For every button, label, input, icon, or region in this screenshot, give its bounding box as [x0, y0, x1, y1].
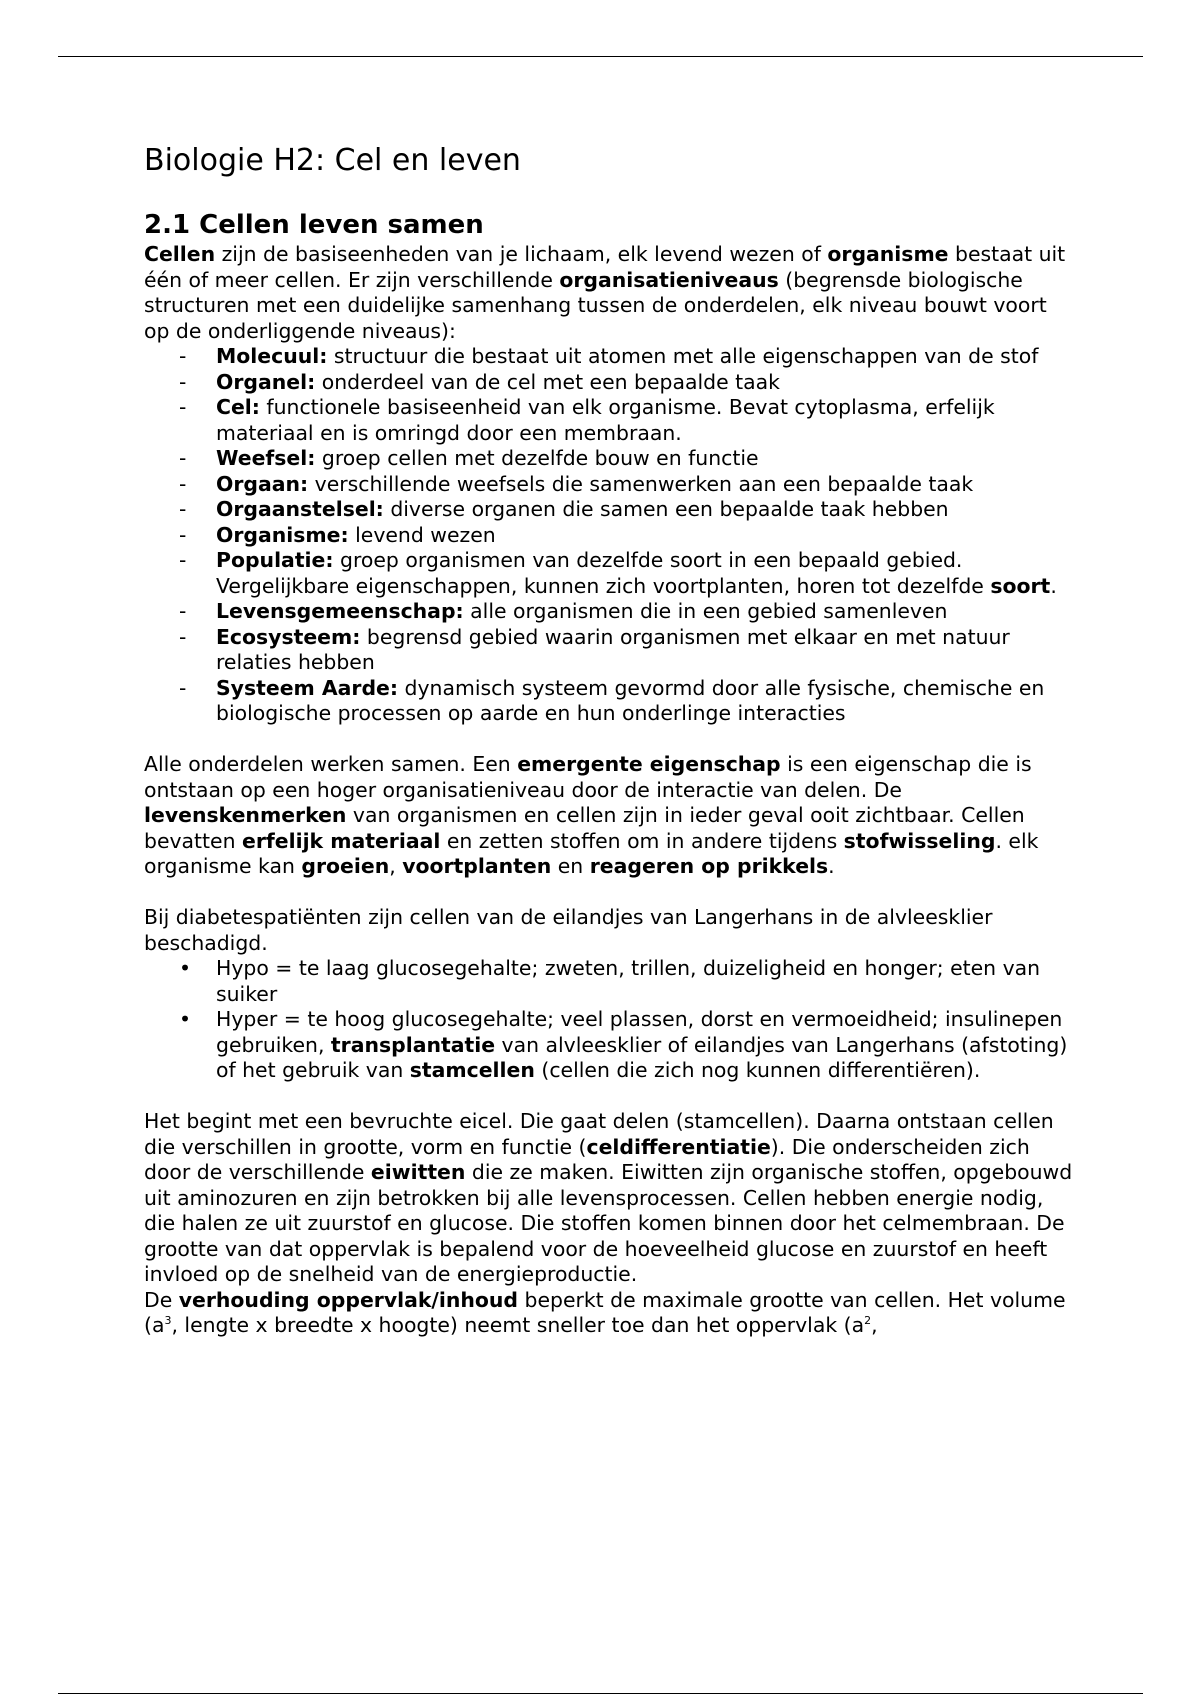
text-run: Hyper = te hoog glucosegehalte; veel plassen, dorst en vermoeidheid; insulinepen gebruiken,	[216, 1007, 1063, 1057]
text-run: (begrensde biologische structuren met een duidelijke samenhang tussen de onderdelen, elk niveau bouwt voort op de onderliggende niveaus):	[144, 267, 1047, 343]
list-desc: dynamisch systeem gevormd door alle fysische, chemische en biologische processen op aarde en hun onderlinge interacties	[216, 675, 1045, 725]
list-desc: diverse organen die samen een bepaalde taak hebben	[383, 497, 949, 521]
list-desc: onderdeel van de cel met een bepaalde taak	[315, 369, 780, 394]
list-item	[216, 676, 1074, 727]
term-reageren-op-prikkels: reageren op prikkels	[589, 854, 829, 878]
list-desc: alle organismen die in een gebied samenleven	[463, 599, 948, 623]
list-desc: verschillende weefsels die samenwerken aan een bepaalde taak	[308, 471, 974, 496]
term-eiwitten: eiwitten	[370, 1160, 466, 1184]
diabetes-paragraph: Bij diabetespatiënten zijn cellen van de eilandjes van Langerhans in de alvleesklier beschadigd.	[144, 905, 993, 955]
cell-differentiation-paragraph	[144, 1109, 1074, 1288]
list-desc: structuur die bestaat uit atomen met alle eigenschappen van de stof	[327, 344, 1039, 368]
term-verhouding-oppervlak-inhoud: verhouding oppervlak/inhoud	[178, 1287, 519, 1312]
superscript: 2	[864, 1314, 872, 1328]
list-desc: begrensd gebied waarin organismen met elkaar en met natuur relaties hebben	[216, 624, 1010, 674]
text-run: (cellen die zich nog kunnen differentiëren).	[534, 1058, 981, 1082]
intro-paragraph	[144, 242, 1074, 344]
text-run: van organismen en cellen zijn in ieder geval ooit zichtbaar. Cellen bevatten	[144, 803, 1025, 853]
list-item	[216, 548, 1074, 599]
footer-rule	[58, 1693, 1143, 1694]
term-organisme: organisme	[827, 242, 949, 266]
text-run: van alvleesklier of eilandjes van Langerhans (afstoting) of het gebruik van	[216, 1032, 1068, 1082]
superscript: 3	[164, 1314, 172, 1328]
text-run: ,	[871, 1313, 878, 1337]
text-run: .	[828, 854, 835, 878]
list-term: Levensgemeenschap:	[216, 599, 464, 623]
page-title: Biologie H2: Cel en leven	[144, 143, 521, 178]
term-organisatieniveaus: organisatieniveaus	[559, 267, 779, 292]
term-levenskenmerken: levenskenmerken	[144, 803, 347, 827]
list-desc: functionele basiseenheid van elk organisme. Bevat cytoplasma, erfelijk materiaal en is omringd door een membraan.	[216, 395, 995, 445]
header-rule	[58, 56, 1143, 57]
surface-volume-paragraph	[144, 1288, 1074, 1339]
list-item	[216, 344, 1074, 370]
list-term: Systeem Aarde:	[216, 675, 399, 700]
list-term: Populatie:	[216, 548, 334, 572]
term-emergente-eigenschap: emergente eigenschap	[517, 752, 781, 776]
text-run: die ze maken. Eiwitten zijn organische stoffen, opgebouwd uit aminozuren en zijn betrokken bij alle levensprocessen. Cellen hebben energie nodig, die halen ze uit zuurstof en glucose. Die stoffen komen binnen door het celmembraan. De grootte van dat oppervlak is bepalend voor de hoeveelheid glucose en zuurstof en heeft invloed op de snelheid van de energieproductie.	[144, 1160, 1073, 1286]
list-term: Organel:	[216, 369, 316, 394]
term-stamcellen: stamcellen	[409, 1058, 535, 1082]
text-run: bestaat uit één of meer cellen. Er zijn verschillende	[144, 242, 1066, 292]
term-celdifferentiatie: celdifferentiatie	[586, 1134, 771, 1159]
diabetes-list	[144, 956, 1074, 1084]
list-term: Organisme:	[216, 522, 349, 547]
list-item	[216, 523, 1074, 549]
text-run: beperkt de maximale grootte van cellen. Het volume (a	[144, 1287, 1066, 1337]
list-item	[216, 395, 1074, 446]
text-run: , lengte x breedte x hoogte) neemt sneller toe dan het oppervlak (a	[171, 1313, 865, 1337]
term-transplantatie: transplantatie	[330, 1032, 496, 1057]
emergent-property-paragraph	[144, 752, 1074, 880]
list-term: Weefsel:	[216, 446, 316, 470]
text-run: Het begint met een bevruchte eicel. Die gaat delen (stamcellen). Daarna ontstaan cellen die verschillen in grootte, vorm en functie (	[144, 1109, 1054, 1159]
list-item	[216, 625, 1074, 676]
term-cellen: Cellen	[144, 242, 216, 266]
text-run: is een eigenschap die is ontstaan op een hoger organisatieniveau door de interactie van delen. De	[144, 752, 1032, 802]
list-item	[216, 497, 1074, 523]
text-run: . elk organisme kan	[144, 828, 1039, 878]
list-item	[216, 599, 1074, 625]
text-run: ). Die onderscheiden zich door de verschillende	[144, 1134, 1030, 1184]
term-erfelijk-materiaal: erfelijk materiaal	[242, 828, 441, 853]
list-item-hypo: • Hypo = te laag glucosegehalte; zweten, trillen, duizeligheid en honger; eten van suiker	[216, 956, 1074, 1007]
text-run: en	[551, 854, 590, 878]
term-groeien: groeien	[301, 854, 390, 878]
text-run: De	[144, 1287, 179, 1312]
list-desc: groep organismen van dezelfde soort in een bepaald gebied. Vergelijkbare eigenschappen, kunnen zich voortplanten, horen tot dezelfde	[216, 548, 991, 598]
section-heading: 2.1 Cellen leven samen	[144, 210, 484, 240]
text-run: ,	[389, 854, 403, 878]
text-run: en zetten stoffen om in andere tijdens	[440, 828, 844, 853]
list-item	[216, 472, 1074, 498]
list-desc: .	[1050, 573, 1057, 598]
list-term: Ecosysteem:	[216, 624, 361, 649]
text-run: zijn de basiseenheden van je lichaam, elk levend wezen of	[215, 242, 828, 266]
list-desc: groep cellen met dezelfde bouw en functie	[315, 446, 759, 470]
organisation-levels-list	[144, 344, 1074, 727]
document-body	[144, 140, 1074, 1339]
list-item-hyper	[216, 1007, 1074, 1084]
list-term: soort	[990, 573, 1051, 598]
list-desc: levend wezen	[348, 522, 496, 547]
list-term: Molecuul:	[216, 344, 328, 368]
term-stofwisseling: stofwisseling	[843, 828, 996, 853]
list-term: Orgaanstelsel:	[216, 497, 384, 521]
text-run: Alle onderdelen werken samen. Een	[144, 752, 518, 776]
list-item	[216, 446, 1074, 472]
list-term: Cel:	[216, 395, 260, 419]
list-term: Orgaan:	[216, 471, 309, 496]
term-voortplanten: voortplanten	[402, 854, 552, 878]
list-item	[216, 370, 1074, 396]
